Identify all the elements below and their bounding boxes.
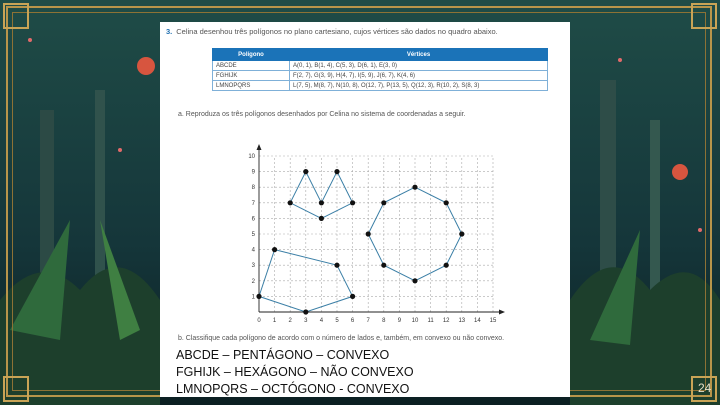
page-number: 24 xyxy=(698,381,712,395)
item-a-instruction: a. Reproduza os três polígonos desenhados por Celina no sistema de coordenadas a seguir. xyxy=(178,111,466,118)
x-tick-label: 3 xyxy=(304,318,308,324)
y-tick-label: 2 xyxy=(251,278,255,285)
y-tick-label: 3 xyxy=(251,263,255,270)
vertex-point xyxy=(272,247,277,252)
vertex-point xyxy=(412,185,417,190)
answer-line: LMNOPQRS – OCTÓGONO - CONVEXO xyxy=(176,382,413,396)
x-tick-label: 9 xyxy=(397,318,402,324)
polygon-name: LMNOPQRS xyxy=(213,81,290,91)
vertex-point xyxy=(319,216,324,221)
x-axis-arrow xyxy=(499,310,505,315)
vertex-point xyxy=(381,263,386,268)
polygon-vertices: L(7, 5), M(8, 7), N(10, 8), O(12, 7), P(13, 5), Q(12, 3), R(10, 2), S(8, 3) xyxy=(290,81,548,91)
x-tick-label: 15 xyxy=(489,318,497,324)
x-tick-label: 11 xyxy=(427,318,434,324)
table-row xyxy=(213,81,548,91)
vertex-point xyxy=(319,200,324,205)
vertex-point xyxy=(334,169,339,174)
x-tick-label: 4 xyxy=(319,318,324,324)
x-tick-label: 13 xyxy=(458,318,466,324)
x-tick-label: 10 xyxy=(411,318,419,324)
x-tick-label: 2 xyxy=(288,318,292,324)
table-row xyxy=(213,71,548,81)
x-tick-label: 8 xyxy=(382,318,386,324)
vertices-table xyxy=(212,48,548,91)
x-tick-label: 1 xyxy=(272,318,277,324)
y-tick-label: 1 xyxy=(251,294,255,301)
vertex-point xyxy=(350,200,355,205)
vertex-point xyxy=(303,309,308,314)
vertex-point xyxy=(381,200,386,205)
exercise-sheet xyxy=(160,22,570,397)
y-tick-label: 4 xyxy=(251,247,255,254)
y-axis-arrow xyxy=(257,144,262,150)
vertex-point xyxy=(334,263,339,268)
coordinate-plane xyxy=(160,134,570,334)
x-tick-label: 0 xyxy=(257,318,261,324)
x-tick-label: 14 xyxy=(474,318,481,324)
answer-line: ABCDE – PENTÁGONO – CONVEXO xyxy=(176,348,393,362)
column-header-polygon: Polígono xyxy=(213,49,290,61)
x-tick-label: 12 xyxy=(442,318,450,324)
vertex-point xyxy=(256,294,261,299)
answer-line: FGHIJK – HEXÁGONO – NÃO CONVEXO xyxy=(176,365,418,379)
y-tick-label: 9 xyxy=(251,169,255,176)
y-tick-label: 10 xyxy=(248,154,255,160)
table-row xyxy=(213,61,548,71)
vertex-point xyxy=(366,231,371,236)
vertex-point xyxy=(303,169,308,174)
column-header-vertices: Vértices xyxy=(290,49,548,61)
x-tick-label: 7 xyxy=(366,318,370,324)
question-heading xyxy=(166,27,498,36)
y-tick-label: 8 xyxy=(251,185,255,192)
polygon-name: FGHIJK xyxy=(213,71,290,81)
y-tick-label: 5 xyxy=(251,232,255,238)
vertex-point xyxy=(444,200,449,205)
vertex-point xyxy=(288,200,293,205)
table-header-row xyxy=(213,49,548,61)
question-number: 3. xyxy=(166,27,173,36)
vertex-point xyxy=(444,263,449,268)
y-tick-label: 6 xyxy=(251,216,255,223)
vertex-point xyxy=(412,278,417,283)
polygon-name: ABCDE xyxy=(213,61,290,71)
item-b-instruction: b. Classifique cada polígono de acordo com o número de lados e, também, em convexo ou não convexo. xyxy=(178,335,505,342)
y-tick-label: 7 xyxy=(251,200,255,207)
vertex-point xyxy=(459,231,464,236)
question-text: Celina desenhou três polígonos no plano cartesiano, cujos vértices são dados no quadro abaixo. xyxy=(176,27,498,36)
polygon-vertices: F(2, 7), G(3, 9), H(4, 7), I(5, 9), J(6, 7), K(4, 6) xyxy=(290,71,548,81)
polygon-vertices: A(0, 1), B(1, 4), C(5, 3), D(6, 1), E(3, 0) xyxy=(290,61,548,71)
x-tick-label: 6 xyxy=(350,318,355,324)
x-tick-label: 5 xyxy=(335,318,339,324)
vertex-point xyxy=(350,294,355,299)
